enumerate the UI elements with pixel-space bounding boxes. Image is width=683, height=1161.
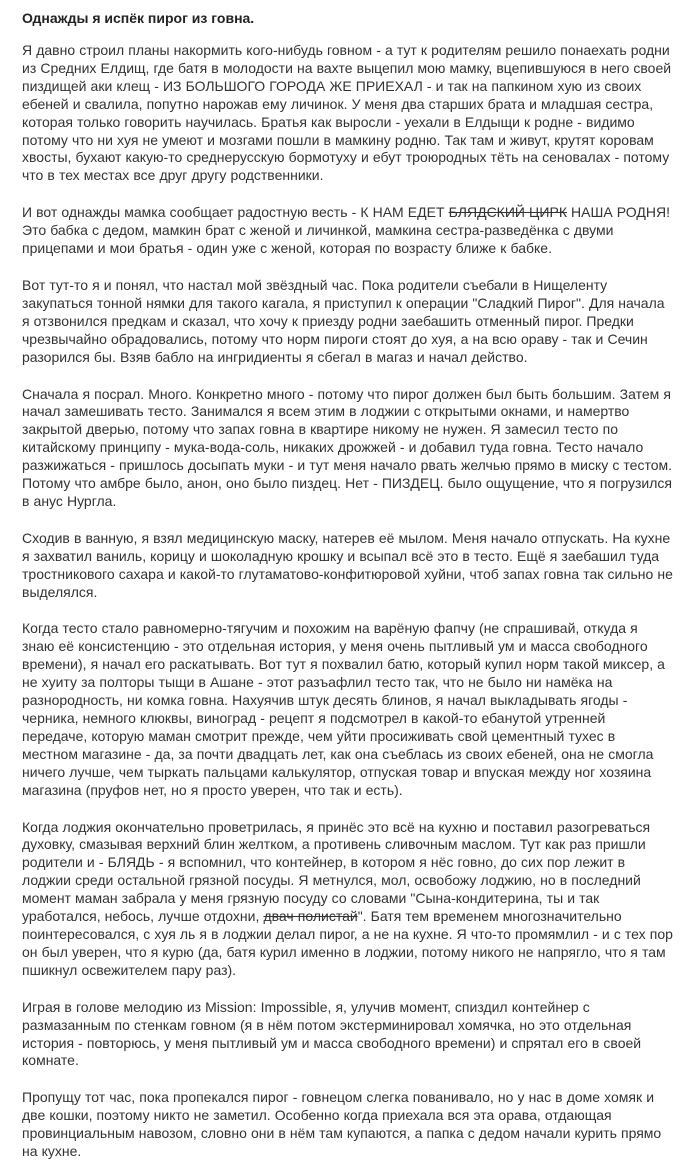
paragraph-5: Сходив в ванную, я взял медицинскую маску, натерев её мылом. Меня начало отпускать. На кухне я захватил ваниль, корицу и шоколадную крошку и всыпал всё это в тесто. Ещё я заебашил туда тростникового сахара и какой-то глутаматово-конфитюровой хуйни, чтоб запах говна так сильно не выделялся. — [22, 529, 673, 600]
paragraph-1: Я давно строил планы накормить кого-нибудь говном - а тут к родителям решило понаехать родни из Средних Елдищ, где батя в молодости на вахте выцепил мою мамку, вцепившуюся в него своей пиздищей аки клещ - ИЗ БОЛЬШОГО ГОРОДА ЖЕ ПРИЕХАЛ - и так на папкином хую из своих ебеней и свалила, попутно нарожав ему личинок. У меня два старших брата и младшая сестра, которая только говорить научилась. Братья как выросли - уехали в Елдыщи к родне - видимо потому что ни хуя не умеют и мозгами пошли в мамкину родню. Так там и живут, крутят коровам хвосты, бухают какую-то среднерусскую бормотуху и ебут троюродных тёть на сеновалах - потому что в тех местах все друг другу родственники. — [22, 42, 672, 184]
paragraph-2-text-b: НАША РОДНЯ! Это бабка с дедом, мамкин брат с женой и личинкой, мамкина сестра-разведёнка с двуми прицепами и мои братья - один уже с женой, которая по возрасту ближе к бабке. — [22, 204, 670, 257]
paragraph-8: Играя в голове мелодию из Mission: Impossible, я, улучив момент, спиздил контейнер с размазанным по стенкам говном (я в нём потом экстерминировал хомячка, но это отдельная история - повторюсь, у меня пытливый ум и масса свободного времени) и спрятал его в своей комнате. — [22, 998, 642, 1069]
paragraph-9: Пропущу тот час, пока пропекался пирог - говнецом слегка пованивало, но у нас в доме хомяк и две кошки, поэтому никто не заметил. Особенно когда приехала вся эта орава, отдающая провинциальным навозом, словно они в нём там купаются, а папка с дедом начали курить прямо на кухне. — [22, 1089, 662, 1160]
paragraph-7-text-b: ". Батя тем временем многозначительно поинтересовался, с хуя ль я в лоджии делал пирог, а не на кухне. Я что-то промямлил - и с тех пор он был уверен, что я курю (да, батя курил именно в лоджии, потому никого не напрягло, что я там пшикнул освежителем пару раз). — [22, 908, 673, 978]
strikethrough-text: БЛЯДСКИЙ ЦИРК — [448, 204, 567, 221]
strikethrough-text: двач полистай — [263, 908, 358, 925]
paragraph-3: Вот тут-то я и понял, что настал мой звёздный час. Пока родители съебали в Нищеленту закупаться тонной нямки для такого кагала, я приступил к операции "Сладкий Пирог". Для начала я отзвонился предкам и сказал, что хочу к приезду родни заебашить отменный пирог. Предки чрезвычайно обрадовались, потому что норм пироги стоят до хуя, а на всю ораву - так и Сечин разорился бы. Взяв бабло на ингридиенты я сбегал в магаз и начал действо. — [22, 276, 665, 365]
paragraph-4: Сначала я посрал. Много. Конкретно много - потому что пирог должен был быть большим. Затем я начал замешивать тесто. Занимался я всем этим в лоджии с открытыми окнами, и намертво закрытой дверью, потому что запах говна в квартире никому не нужен. Я замесил тесто по китайскому принципу - мука-вода-соль, никаких дрожжей - и добавил туда говна. Тесто начало разжижаться - пришлось досыпать муки - и тут меня начало рвать желчью прямо в миску с тестом. Потому что амбре было, анон, оно было пиздец. Нет - ПИЗДЕЦ. было ощущение, что я погрузился в анус Нургла. — [22, 385, 673, 509]
paragraph-2-text-a: И вот однажды мамка сообщает радостную весть - К НАМ ЕДЕТ — [22, 204, 449, 221]
paragraph-7 — [22, 819, 673, 980]
paragraph-7-text-a: Когда лоджия окончательно проветрилась, я принёс это всё на кухню и поставил разогреваться духовку, смазывая верхний блин желтком, а противень сливочным маслом. Тут как раз пришли родители и - БЛЯДЬ - я вспомнил, что контейнер, в котором я нёс говно, до сих пор лежит в лоджии среди остальной грязной посуды. Я метнулся, мол, освобожу лоджию, но в последний момент маман забрала у меня грязную посуду со словами "Сына-кондитерина, ты и так уработался, небось, лучше отдохни, — [22, 818, 651, 925]
paragraph-6: Когда тесто стало равномерно-тягучим и похожим на варёную фапчу (не спрашивай, откуда я знаю её консистенцию - это отдельная история, у меня очень пытливый ум и масса свободного времени), я начал его раскатывать. Вот тут я похвалил батю, который купил норм такой миксер, а не хуиту за полторы тыщи в Ашане - этот разъафлил тесто так, что не было ни намёка на разнородность, ни комка говна. Нахуячив штук десять блинов, я начал выкладывать ягоды - черника, немного клюквы, виноград - рецепт я подсмотрел в какой-то ебанутой утренней передаче, которую маман смотрит прежде, чем уйти просиживать свой цементный тухес в местном магазине - да, за почти двадцать лет, как она съеблась из своих ебеней, она не смогла ничего лучше, чем тыркать пальцами калькулятор, отпуская товар и впуская между ног хозяина магазина (пруфов нет, но я просто уверен, что так и есть). — [22, 620, 665, 798]
post-title: Однажды я испёк пирог из говна. — [22, 10, 255, 26]
paragraph-2 — [22, 204, 673, 258]
